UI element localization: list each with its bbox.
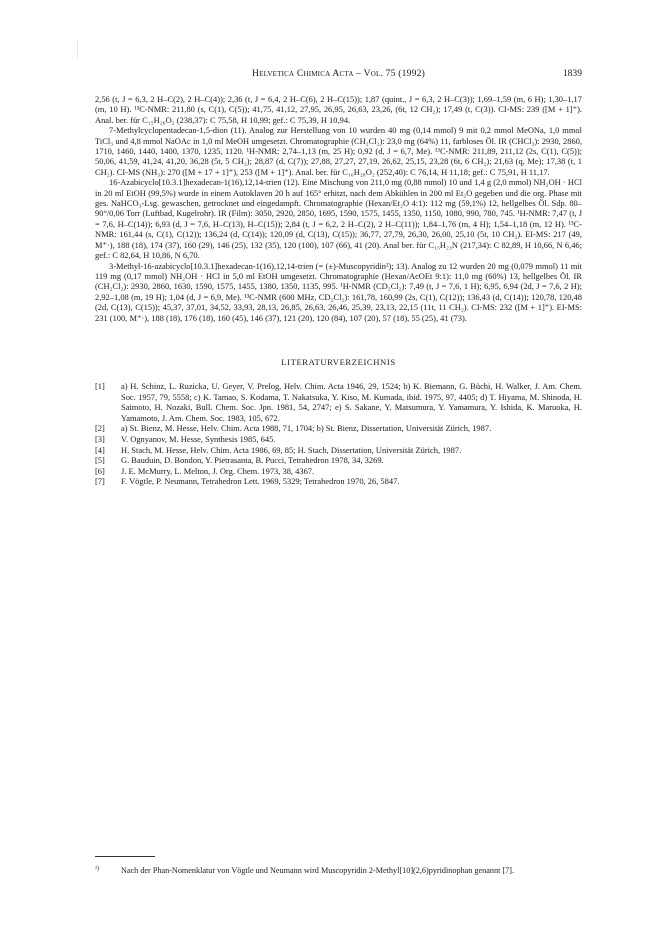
reference-text: G. Bauduin, D. Bondon, Y. Pietrasanta, B. Pucci, Tetrahedron 1978, 34, 3269. [121,455,384,466]
scan-artifact [77,40,78,58]
reference-item [95,455,582,466]
experimental-section [95,94,582,323]
running-header [95,68,582,84]
reference-text: V. Ognyanov, M. Hesse, Synthesis 1985, 645. [121,433,276,444]
page-number: 1839 [562,68,582,79]
reference-item [95,466,582,477]
reference-item [95,434,582,445]
reference-text: a) H. Schinz, L. Ruzicka, U. Geyer, V. Prelog, Helv. Chim. Acta 1946, 29, 1524; b) K. Biemann, G. Büchi, H. Walker, J. Am. Chem. Soc. 1957, 79, 5558; c) K. Tamao, S. Kodama, T. Nakatsuka, Y. Kiso, M. Kumada, ibid. 1975, 97, 4405; d) T. Hiyama, M. Shinoda, H. Saimoto, H. Nozaki, Bull. Chem. Soc. Jpn. 1981, 54, 2747; e) S. Sakane, Y. Matsumura, Y. Yamamura, Y. Ishida, K. Maruoka, H. Yamamoto, J. Am. Chem. Soc. 1983, 105, 672. [121,380,582,423]
reference-list [95,381,582,487]
footnote-divider [95,856,155,857]
reference-text: J. E. McMurry, L. Melton, J. Org. Chem. 1973, 38, 4367. [121,465,315,476]
footnote [95,866,582,876]
reference-item [95,381,582,423]
reference-text: F. Vögtle, P. Neumann, Tetrahedron Lett. 1969, 5329; Tetrahedron 1970, 26, 5847. [121,476,400,487]
reference-number: [6] [95,465,105,476]
references-heading: LITERATURVERZEICHNIS [281,356,396,367]
reference-number: [4] [95,444,105,455]
reference-number: [7] [95,476,105,487]
reference-number: [1] [95,380,105,391]
paragraph-compound-12: 16-Azabicyclo[10.3.1]hexadecan-1(16),12,14-trien (12). Eine Mischung von 211,0 mg (0,88 mmol) 10 und 1,4 g (2,0 mmol) NH₂OH · HCl in 20 ml EtOH (99,5%) wurde in einem Autoklaven 20 h auf 165° erhitzt, nach dem Abkühlen in 200 ml Et₂O gegeben und die org. Phase mit ges. NaHCO₃-Lsg. gewaschen, getrocknet und eingedampft. Chromatographie (Hexan/Et₂O 4:1): 112 mg (59,1%) 12, hellgelbes Öl. Sdp. 80–90°/0,06 Torr (Luftbad, Kugelrohr). IR (Film): 3050, 2920, 2850, 1695, 1590, 1575, 1455, 1350, 1150, 1080, 990, 780, 745. ¹H-NMR: 7,47 (t, J = 7,6, H–C(14)); 6,93 (d, J = 7,6, H–C(13), H–C(15)); 2,84 (t, J = 6,2, 2 H–C(2), 2 H–C(11)); 1,84–1,76 (m, 4 H); 1,54–1,18 (m, 12 H). ¹³C-NMR: 161,44 (s, C(1), C(12)); 136,24 (d, C(14)); 120,09 (d, C(13), C(15)); 36,77, 27,79, 26,30, 26,00, 25,10 (5t, 10 CH₂). EI-MS: 217 (49, M⁺·), 188 (18), 174 (37), 160 (29), 146 (25), 132 (35), 120 (100), 107 (66), 41 (20). Anal ber. für C₁₅H₂₃N (217,34): C 82,89, H 10,66, N 6,46; gef.: C 82,64, H 10,86, N 6,70. [95,177,582,261]
paragraph-compound-13: 3-Methyl-16-azabicyclo[10.3.1]hexadecan-1(16),12,14-trien (= (±)-Muscopyridin²); 13). Analog zu 12 wurden 20 mg (0,079 mmol) 11 mit 119 mg (0,17 mmol) NH₂OH · HCl in 5,0 ml EtOH umgesetzt. Chromatographie (Hexan/AcOEt 9:1): 11,0 mg (60%) 13, hellgelbes Öl. IR (CH₂Cl₂): 2930, 2860, 1630, 1590, 1575, 1455, 1380, 1350, 1135, 995. ¹H-NMR (CD₂Cl₂): 7,49 (t, J = 7,6, 1 H); 6,95, 6,94 (2d, J = 7,6, 2 H); 2,92–1,08 (m, 19 H); 1,04 (d, J = 6,9, Me). ¹³C-NMR (600 MHz, CD₂Cl₂): 161,78, 160,99 (2s, C(1), C(12)); 136,43 (d, C(14)); 120,78, 120,48 (2d, C(13), C(15)); 45,37, 37,01, 34,52, 33,93, 28,13, 26,85, 26,63, 26,46, 25,39, 23,13, 22,15 (11t, 11 CH₂). CI-MS: 232 ([M + 1]⁺). EI-MS: 231 (100, M⁺·), 188 (18), 176 (18), 160 (45), 146 (37), 121 (20), 120 (84), 107 (20), 57 (18), 55 (25), 41 (73). [95,260,582,323]
journal-title: Helvetica Chimica Acta – Vol. 75 (1992) [251,68,426,79]
reference-text: a) St. Bienz, M. Hesse, Helv. Chim. Acta 1988, 71, 1704; b) St. Bienz, Dissertation, Universität Zürich, 1987. [121,423,492,434]
reference-item [95,423,582,434]
reference-item [95,445,582,456]
journal-page [95,68,582,487]
reference-text: H. Stach, M. Hesse, Helv. Chim. Acta 1986, 69, 85; H. Stach, Dissertation, Universität Zürich, 1987. [121,444,462,455]
footnote-text: Nach der Phan-Nomenklatur von Vögtle und Neumann wird Muscopyridin 2-Methyl[10](2,6)pyridinophan genannt [7]. [121,866,514,875]
paragraph-ketone-data: 2,56 (t, J = 6,3, 2 H–C(2), 2 H–C(4)); 2,36 (t, J = 6,4, 2 H–C(6), 2 H–C(15)); 1,87 (quint., J = 6,3, 2 H–C(3)); 1,69–1,59 (m, 6 H); 1,30–1,17 (m, 10 H). ¹³C-NMR: 211,80 (s, C(1), C(5)); 41,75, 41,12, 27,95, 26,95, 26,63, 23,26, (6t, 12 CH₂); 17,49 (t, C(3)). CI-MS: 239 ([M + 1]⁺). Anal. ber. für C₁₅H₂₆O₂ (238,37): C 75,58, H 10,99; gef.: C 75,39, H 10,94. [95,94,582,125]
reference-item [95,476,582,487]
reference-number: [5] [95,455,105,466]
paragraph-compound-11: 7-Methylcyclopentadecan-1,5-dion (11). Analog zur Herstellung von 10 wurden 40 mg (0,14 mmol) 9 mit 0,2 mmol MeONa, 1,0 mmol TiCl₃ und 4,8 mmol NaOAc in 1,0 ml MeOH umgesetzt. Chromatographie (CH₂Cl₂): 23,0 mg (64%) 11, farbloses Öl. IR (CHCl₃): 2930, 2860, 1710, 1460, 1440, 1400, 1370, 1235, 1120. ¹H-NMR: 2,74–1,13 (m, 25 H); 0,92 (d, J = 6,7, Me). ¹³C-NMR: 211,89, 211,12 (2s, C(1), C(5)); 50,06, 41,59, 41,24, 41,20, 36,28 (5t, 5 CH₂); 28,87 (d, C(7)); 27,88, 27,27, 27,19, 26,62, 25,15, 23,28 (6t, 6 CH₂); 21,63 (q, Me); 17,38 (t, 1 CH₂). CI-MS (NH₃): 270 ([M + 17 + 1]⁺), 253 ([M + 1]⁺). Anal. ber. für C₁₆H₂₈O₂ (252,40): C 76,14, H 11,18; gef.: C 75,91, H 11,17. [95,125,582,177]
reference-number: [3] [95,433,105,444]
footnote-mark: ²) [95,865,100,872]
reference-number: [2] [95,423,105,434]
